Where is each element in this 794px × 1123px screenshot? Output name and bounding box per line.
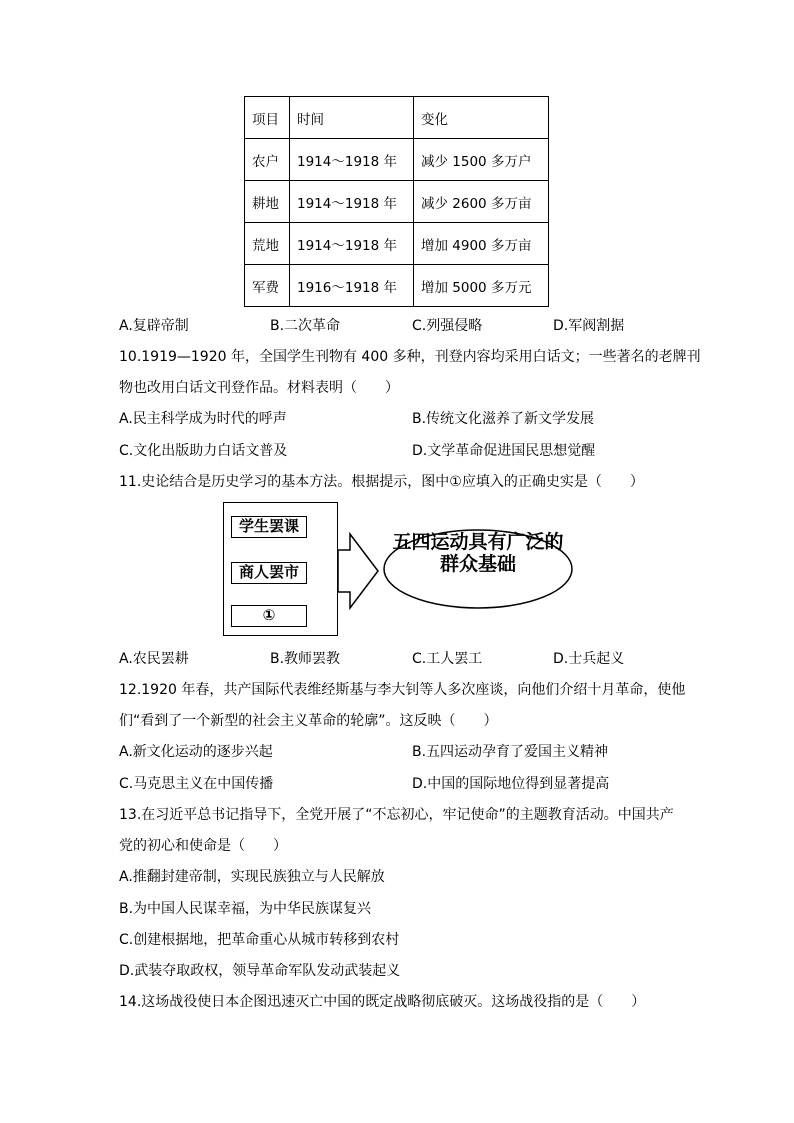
diagram-box-blank: ① [231, 605, 307, 627]
table-cell: 减少 1500 多万户 [414, 139, 549, 181]
q12-option-b: B.五四运动孕育了爱国主义精神 [412, 744, 609, 760]
q10-option-d: D.文学革命促进国民思想觉醒 [412, 443, 596, 459]
q12-stem-line2: 们“看到了一个新型的社会主义革命的轮廓”。这反映（ ） [119, 713, 498, 729]
q11-option-a: A.农民罢耕 [119, 651, 189, 667]
table-cell: 1914～1918 年 [290, 223, 414, 265]
q13-option-d: D.武装夺取政权，领导革命军队发动武装起义 [119, 963, 401, 979]
q13-option-c: C.创建根据地，把革命重心从城市转移到农村 [119, 932, 400, 948]
q13-stem-line1: 13.在习近平总书记指导下，全党开展了“不忘初心，牢记使命”的主题教育活动。中国共产 [119, 807, 674, 823]
table-cell: 1914～1918 年 [290, 139, 414, 181]
q13-stem-line2: 党的初心和使命是（ ） [119, 838, 287, 854]
table-header-cell: 项目 [245, 97, 290, 139]
diagram-box-students: 学生罢课 [231, 516, 307, 538]
table-cell: 荒地 [245, 223, 290, 265]
data-table [244, 96, 549, 307]
table-row [245, 139, 549, 181]
table-cell: 耕地 [245, 181, 290, 223]
table-cell: 增加 5000 多万元 [414, 265, 549, 307]
q12-option-a: A.新文化运动的逐步兴起 [119, 744, 273, 760]
diagram-box-merchants: 商人罢市 [231, 562, 307, 584]
table-cell: 1914～1918 年 [290, 181, 414, 223]
q9-option-c: C.列强侵略 [412, 318, 483, 334]
q11-stem: 11.史论结合是历史学习的基本方法。根据提示，图中①应填入的正确史实是（ ） [119, 474, 644, 490]
q10-stem-line2: 物也改用白话文刊登作品。材料表明（ ） [119, 380, 399, 396]
q11-option-b: B.教师罢教 [270, 651, 341, 667]
table-cell: 增加 4900 多万亩 [414, 223, 549, 265]
q11-option-d: D.士兵起义 [553, 651, 625, 667]
diagram-conclusion: 五四运动具有广泛的群众基础 [392, 531, 564, 575]
q9-option-d: D.军阀割据 [553, 318, 625, 334]
q12-stem-line1: 12.1920 年春，共产国际代表维经斯基与李大钊等人多次座谈，向他们介绍十月革命，使他 [119, 682, 686, 698]
table-row [245, 181, 549, 223]
table-cell: 减少 2600 多万亩 [414, 181, 549, 223]
table-cell: 农户 [245, 139, 290, 181]
table-header-row [245, 97, 549, 139]
diagram-arrow [338, 534, 378, 608]
q10-option-c: C.文化出版助力白话文普及 [119, 443, 288, 459]
q12-option-c: C.马克思主义在中国传播 [119, 776, 274, 792]
q9-option-b: B.二次革命 [270, 318, 341, 334]
q12-option-d: D.中国的国际地位得到显著提高 [412, 776, 610, 792]
q9-option-a: A.复辟帝制 [119, 318, 189, 334]
q13-option-b: B.为中国人民谋幸福，为中华民族谋复兴 [119, 901, 372, 917]
table-cell: 军费 [245, 265, 290, 307]
q14-stem: 14.这场战役使日本企图迅速灭亡中国的既定战略彻底破灭。这场战役指的是（ ） [119, 994, 646, 1010]
q10-option-a: A.民主科学成为时代的呼声 [119, 411, 287, 427]
table-row [245, 265, 549, 307]
q13-option-a: A.推翻封建帝制，实现民族独立与人民解放 [119, 869, 385, 885]
table-cell: 1916～1918 年 [290, 265, 414, 307]
q11-option-c: C.工人罢工 [412, 651, 483, 667]
table-header-cell: 变化 [414, 97, 549, 139]
table-header-cell: 时间 [290, 97, 414, 139]
q10-stem-line1: 10.1919—1920 年，全国学生刊物有 400 多种，刊登内容均采用白话文；一些著名的老牌刊 [119, 349, 701, 365]
table-row [245, 223, 549, 265]
q10-option-b: B.传统文化滋养了新文学发展 [412, 411, 595, 427]
